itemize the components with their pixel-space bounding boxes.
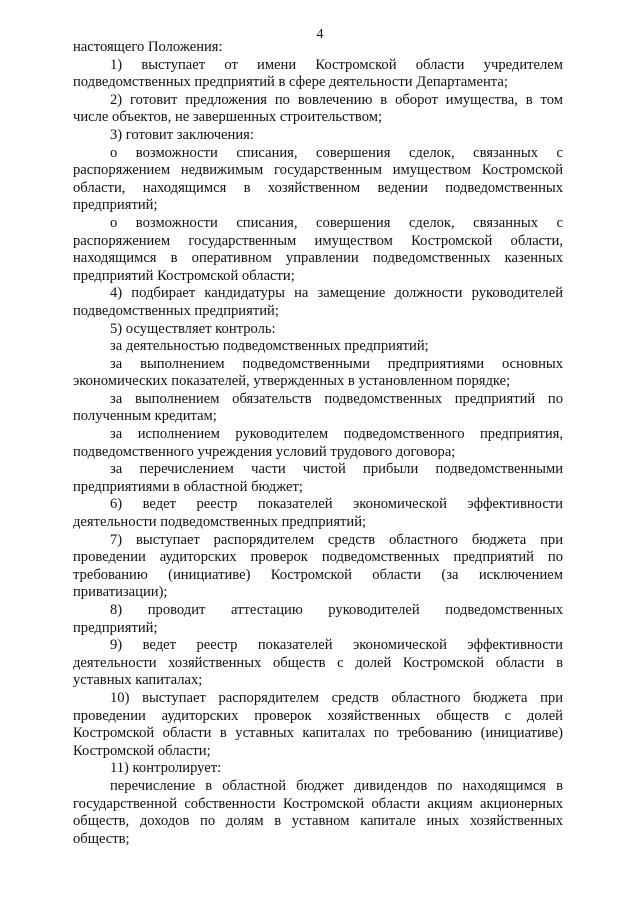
paragraph: за исполнением руководителем подведомственного предприятия, подведомственного учреждения условий трудового договора;: [73, 426, 563, 460]
paragraph: о возможности списания, совершения сделок, связанных с распоряжением государственным имуществом Костромской области, находящимся в оперативном управлении подведомственных казенных предприятий Костромской области;: [73, 214, 563, 284]
paragraph: за перечислением части чистой прибыли подведомственными предприятиями в областной бюджет;: [73, 461, 563, 495]
paragraph: за выполнением подведомственными предприятиями основных экономических показателей, утвержденных в установленном порядке;: [73, 355, 563, 390]
paragraph: перечисление в областной бюджет дивидендов по находящимся в государственной собственности Костромской области акциям акционерных обществ, доходов по долям в уставном капитале иных хозяйственных обществ;: [73, 777, 563, 847]
paragraph: 7) выступает распорядителем средств областного бюджета при проведении аудиторских проверок подведомственных предприятий по требованию (инициативе) Костромской области (за исключением приватизации);: [73, 531, 563, 601]
paragraph: 1) выступает от имени Костромской области учредителем подведомственных предприятий в сфере деятельности Департамента;: [73, 56, 563, 91]
page-number: 4: [316, 27, 324, 42]
paragraph: 10) выступает распорядителем средств областного бюджета при проведении аудиторских проверок хозяйственных обществ с долей Костромской области в уставных капиталах по требованию (инициативе) Костромской области;: [73, 689, 563, 759]
paragraph: 6) ведет реестр показателей экономической эффективности деятельности подведомственных предприятий;: [73, 496, 563, 531]
paragraph: за выполнением обязательств подведомственных предприятий по полученным кредитам;: [73, 390, 563, 425]
paragraph: настоящего Положения:: [73, 39, 223, 55]
paragraph: за деятельностью подведомственных предприятий;: [110, 338, 429, 355]
paragraph: 9) ведет реестр показателей экономической эффективности деятельности хозяйственных обществ с долей Костромской области в уставных капиталах;: [73, 637, 563, 689]
paragraph: 5) осуществляет контроль:: [110, 320, 276, 337]
paragraph: 8) проводит аттестацию руководителей подведомственных предприятий;: [73, 602, 563, 636]
paragraph: 4) подбирает кандидатуры на замещение должности руководителей подведомственных предприятий;: [73, 285, 563, 319]
paragraph: 3) готовит заключения:: [110, 126, 254, 143]
paragraph: о возможности списания, совершения сделок, связанных с распоряжением недвижимым государственным имуществом Костромской области, находящимся в хозяйственном ведении подведомственных предприятий;: [73, 144, 563, 214]
paragraph: 2) готовит предложения по вовлечению в оборот имущества, в том числе объектов, не завершенных строительством;: [73, 91, 563, 126]
document-body: [73, 39, 563, 848]
paragraph: 11) контролирует:: [110, 760, 222, 777]
